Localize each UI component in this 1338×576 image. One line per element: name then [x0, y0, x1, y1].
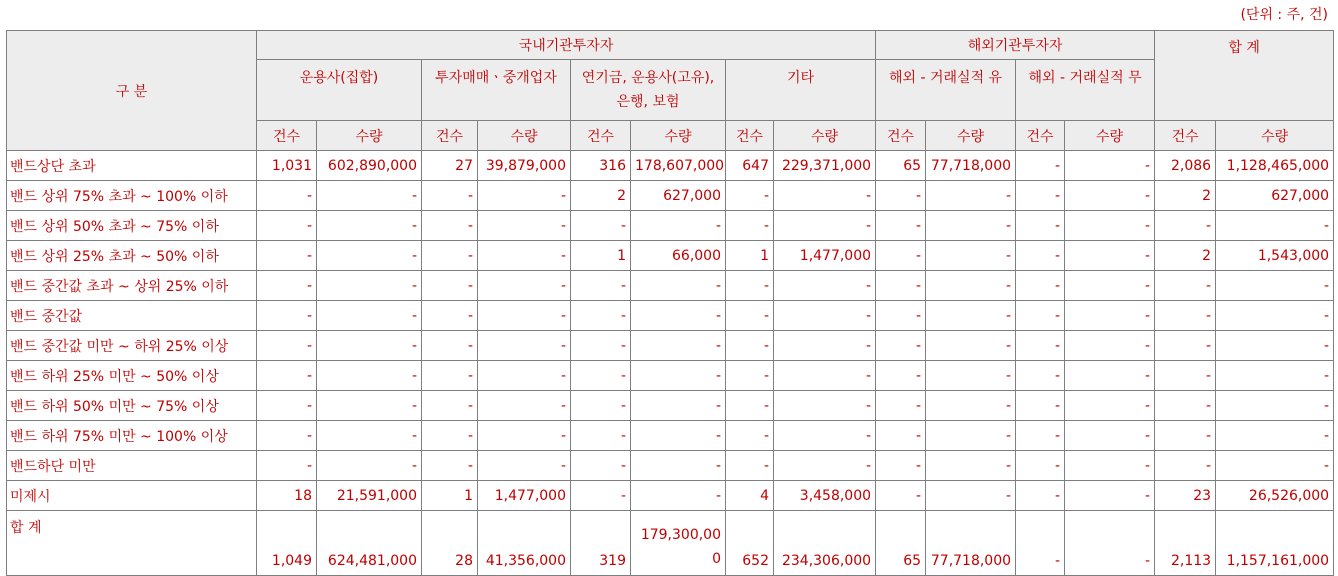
table-cell: 178,607,000 [631, 151, 726, 181]
table-cell: - [317, 451, 422, 481]
table-cell: - [1155, 271, 1216, 301]
table-cell: - [876, 361, 926, 391]
table-cell: - [774, 211, 876, 241]
table-row [7, 181, 1334, 211]
table-cell: - [926, 481, 1016, 511]
table-cell: - [478, 301, 571, 331]
table-cell: - [257, 331, 317, 361]
table-cell: - [422, 361, 478, 391]
header-qty: 수량 [631, 121, 726, 151]
table-cell: - [1216, 361, 1334, 391]
table-cell: - [631, 481, 726, 511]
table-cell: - [317, 391, 422, 421]
table-cell: - [726, 211, 774, 241]
table-cell: - [726, 451, 774, 481]
table-cell: 1,031 [257, 151, 317, 181]
table-cell: - [876, 451, 926, 481]
table-cell: - [631, 301, 726, 331]
table-cell: - [317, 331, 422, 361]
table-cell: - [257, 271, 317, 301]
table-cell: - [1155, 301, 1216, 331]
table-cell: 2,113 [1155, 511, 1216, 576]
table-cell: 41,356,000 [478, 511, 571, 576]
header-domestic: 국내기관투자자 [257, 31, 876, 60]
table-cell: - [926, 361, 1016, 391]
table-cell: - [478, 421, 571, 451]
table-cell: - [726, 391, 774, 421]
header-count: 건수 [726, 121, 774, 151]
header-sub: 기타 [726, 60, 876, 121]
table-cell: - [926, 421, 1016, 451]
table-cell: - [1155, 331, 1216, 361]
table-cell: - [1016, 271, 1065, 301]
table-row [7, 211, 1334, 241]
header-sub: 연기금, 운용사(고유), 은행, 보험 [571, 60, 726, 121]
table-cell: 65 [876, 511, 926, 576]
table-cell: - [1065, 391, 1155, 421]
table-cell: - [422, 271, 478, 301]
table-cell: - [926, 301, 1016, 331]
table-cell: - [726, 361, 774, 391]
table-cell: - [1155, 211, 1216, 241]
table-cell: - [631, 361, 726, 391]
row-label: 미제시 [7, 481, 257, 511]
table-row [7, 451, 1334, 481]
row-label: 합 계 [7, 511, 257, 576]
table-cell: 319 [571, 511, 631, 576]
table-cell: - [876, 481, 926, 511]
table-cell: - [1065, 481, 1155, 511]
table-cell: - [422, 301, 478, 331]
header-sub: 운용사(집합) [257, 60, 422, 121]
table-cell: - [631, 211, 726, 241]
table-cell: - [1016, 331, 1065, 361]
table-cell: - [774, 331, 876, 361]
table-row [7, 271, 1334, 301]
row-label: 밴드 하위 25% 미만 ~ 50% 이상 [7, 361, 257, 391]
table-cell: 627,000 [631, 181, 726, 211]
table-cell: - [926, 451, 1016, 481]
table-cell: 229,371,000 [774, 151, 876, 181]
table-cell: - [876, 241, 926, 271]
header-foreign: 해외기관투자자 [876, 31, 1155, 60]
header-sub: 투자매매ㆍ중개업자 [422, 60, 571, 121]
table-cell: - [726, 301, 774, 331]
table-cell: 652 [726, 511, 774, 576]
table-cell: - [926, 181, 1016, 211]
table-cell: - [1016, 391, 1065, 421]
table-cell: - [1216, 271, 1334, 301]
row-label: 밴드하단 미만 [7, 451, 257, 481]
table-cell: - [926, 211, 1016, 241]
table-cell: - [478, 331, 571, 361]
table-cell: - [774, 361, 876, 391]
table-cell: 39,879,000 [478, 151, 571, 181]
table-cell: 65 [876, 151, 926, 181]
table-cell: - [774, 271, 876, 301]
table-cell: - [478, 391, 571, 421]
table-cell: - [1016, 451, 1065, 481]
table-row [7, 391, 1334, 421]
table-cell: - [1155, 361, 1216, 391]
table-cell: - [317, 361, 422, 391]
table-cell: - [1065, 151, 1155, 181]
table-cell: - [876, 331, 926, 361]
table-cell: 316 [571, 151, 631, 181]
row-label: 밴드 하위 75% 미만 ~ 100% 이상 [7, 421, 257, 451]
table-cell: 77,718,000 [926, 511, 1016, 576]
table-cell: - [876, 391, 926, 421]
table-cell: - [422, 421, 478, 451]
table-cell: - [774, 421, 876, 451]
table-cell: - [317, 181, 422, 211]
header-category: 구 분 [7, 31, 257, 151]
table-cell: 234,306,000 [774, 511, 876, 576]
header-qty: 수량 [926, 121, 1016, 151]
table-cell: - [1065, 241, 1155, 271]
table-cell: - [1216, 421, 1334, 451]
table-cell: - [422, 211, 478, 241]
table-cell: - [774, 301, 876, 331]
header-count: 건수 [422, 121, 478, 151]
table-cell: 1,477,000 [478, 481, 571, 511]
table-cell: 21,591,000 [317, 481, 422, 511]
table-cell: - [571, 361, 631, 391]
table-cell: - [1016, 241, 1065, 271]
header-count: 건수 [876, 121, 926, 151]
table-cell: 624,481,000 [317, 511, 422, 576]
table-cell: - [257, 211, 317, 241]
table-cell: - [926, 391, 1016, 421]
table-cell: 1,477,000 [774, 241, 876, 271]
table-total-row [7, 511, 1334, 576]
table-cell: - [478, 451, 571, 481]
table-cell: - [1065, 271, 1155, 301]
table-cell: - [317, 211, 422, 241]
table-cell: - [876, 211, 926, 241]
table-cell: - [571, 481, 631, 511]
table-cell: - [571, 331, 631, 361]
table-cell: - [478, 241, 571, 271]
row-label: 밴드 상위 25% 초과 ~ 50% 이하 [7, 241, 257, 271]
table-cell: - [422, 451, 478, 481]
table-cell: - [571, 301, 631, 331]
table-cell: - [1016, 511, 1065, 576]
table-cell: - [926, 271, 1016, 301]
table-cell: - [876, 181, 926, 211]
table-cell: - [478, 271, 571, 301]
table-cell: - [631, 331, 726, 361]
table-cell: 2 [1155, 181, 1216, 211]
table-cell: 2 [1155, 241, 1216, 271]
table-cell: - [571, 451, 631, 481]
table-cell: - [774, 391, 876, 421]
table-cell: - [726, 271, 774, 301]
table-cell: - [478, 361, 571, 391]
header-count: 건수 [1016, 121, 1065, 151]
header-qty: 수량 [1216, 121, 1334, 151]
table-cell: 4 [726, 481, 774, 511]
table-cell: - [1065, 511, 1155, 576]
table-cell: - [257, 421, 317, 451]
table-cell: - [478, 211, 571, 241]
table-cell: 77,718,000 [926, 151, 1016, 181]
table-cell: 1,128,465,000 [1216, 151, 1334, 181]
row-label: 밴드 중간값 [7, 301, 257, 331]
table-cell: - [1016, 151, 1065, 181]
table-cell: - [1065, 421, 1155, 451]
table-row [7, 481, 1334, 511]
header-count: 건수 [1155, 121, 1216, 151]
table-cell: - [257, 391, 317, 421]
table-cell: 1,157,161,000 [1216, 511, 1334, 576]
table-cell: - [571, 271, 631, 301]
table-cell: - [422, 241, 478, 271]
table-cell: - [774, 181, 876, 211]
table-row [7, 331, 1334, 361]
table-cell: - [571, 211, 631, 241]
table-cell: - [317, 271, 422, 301]
table-cell: 2 [571, 181, 631, 211]
table-cell: - [1216, 331, 1334, 361]
table-cell: - [1065, 361, 1155, 391]
table-cell: - [726, 421, 774, 451]
table-cell: - [1065, 181, 1155, 211]
table-cell: - [478, 181, 571, 211]
table-cell: - [317, 421, 422, 451]
table-row [7, 151, 1334, 181]
table-cell: - [631, 421, 726, 451]
table-cell: - [422, 181, 478, 211]
table-cell: - [257, 241, 317, 271]
table-cell: 647 [726, 151, 774, 181]
unit-note: (단위 : 주, 건) [1240, 7, 1328, 23]
table-cell: - [631, 271, 726, 301]
table-cell: - [726, 181, 774, 211]
row-label: 밴드상단 초과 [7, 151, 257, 181]
table-cell: - [257, 451, 317, 481]
table-cell: - [726, 331, 774, 361]
table-cell: - [1016, 481, 1065, 511]
table-cell: - [1065, 331, 1155, 361]
header-sub: 해외 - 거래실적 무 [1016, 60, 1155, 121]
row-label: 밴드 상위 50% 초과 ~ 75% 이하 [7, 211, 257, 241]
table-cell: 26,526,000 [1216, 481, 1334, 511]
table-cell: - [1065, 301, 1155, 331]
table-cell: 3,458,000 [774, 481, 876, 511]
table-cell: 179,300,000 [631, 511, 726, 576]
demand-forecast-table [6, 30, 1334, 576]
table-cell: - [1216, 391, 1334, 421]
header-qty: 수량 [1065, 121, 1155, 151]
table-cell: - [1065, 211, 1155, 241]
table-cell: - [774, 451, 876, 481]
table-cell: - [631, 451, 726, 481]
table-cell: 18 [257, 481, 317, 511]
table-cell: 27 [422, 151, 478, 181]
table-cell: - [317, 241, 422, 271]
table-cell: - [1216, 451, 1334, 481]
table-cell: - [1016, 211, 1065, 241]
table-cell: - [876, 421, 926, 451]
table-cell: 602,890,000 [317, 151, 422, 181]
table-cell: - [1216, 211, 1334, 241]
table-cell: - [571, 421, 631, 451]
table-cell: - [571, 391, 631, 421]
table-cell: 1 [726, 241, 774, 271]
table-row [7, 301, 1334, 331]
table-cell: - [631, 391, 726, 421]
header-sub: 해외 - 거래실적 유 [876, 60, 1016, 121]
table-cell: 2,086 [1155, 151, 1216, 181]
header-qty: 수량 [478, 121, 571, 151]
row-label: 밴드 하위 50% 미만 ~ 75% 이상 [7, 391, 257, 421]
header-count: 건수 [257, 121, 317, 151]
table-cell: - [1155, 421, 1216, 451]
row-label: 밴드 상위 75% 초과 ~ 100% 이하 [7, 181, 257, 211]
table-row [7, 241, 1334, 271]
table-cell: 28 [422, 511, 478, 576]
table-cell: - [422, 391, 478, 421]
table-cell: - [1016, 421, 1065, 451]
table-cell: - [257, 181, 317, 211]
table-cell: 627,000 [1216, 181, 1334, 211]
table-cell: - [257, 361, 317, 391]
table-cell: 23 [1155, 481, 1216, 511]
header-qty: 수량 [317, 121, 422, 151]
table-cell: - [1016, 181, 1065, 211]
row-label: 밴드 중간값 초과 ~ 상위 25% 이하 [7, 271, 257, 301]
table-cell: - [926, 241, 1016, 271]
table-cell: - [257, 301, 317, 331]
table-cell: - [876, 271, 926, 301]
table-cell: - [1216, 301, 1334, 331]
table-cell: 1 [422, 481, 478, 511]
table-cell: - [1065, 451, 1155, 481]
table-cell: 66,000 [631, 241, 726, 271]
table-cell: 1 [571, 241, 631, 271]
table-cell: 1,049 [257, 511, 317, 576]
table-cell: - [1016, 301, 1065, 331]
table-cell: - [926, 331, 1016, 361]
header-count: 건수 [571, 121, 631, 151]
table-row [7, 421, 1334, 451]
header-total: 합 계 [1155, 31, 1334, 121]
table-row [7, 361, 1334, 391]
table-cell: - [317, 301, 422, 331]
table-cell: - [422, 331, 478, 361]
table-cell: - [1016, 361, 1065, 391]
table-cell: - [1155, 391, 1216, 421]
header-qty: 수량 [774, 121, 876, 151]
table-cell: - [876, 301, 926, 331]
row-label: 밴드 중간값 미만 ~ 하위 25% 이상 [7, 331, 257, 361]
table-cell: - [1155, 451, 1216, 481]
table-cell: 1,543,000 [1216, 241, 1334, 271]
